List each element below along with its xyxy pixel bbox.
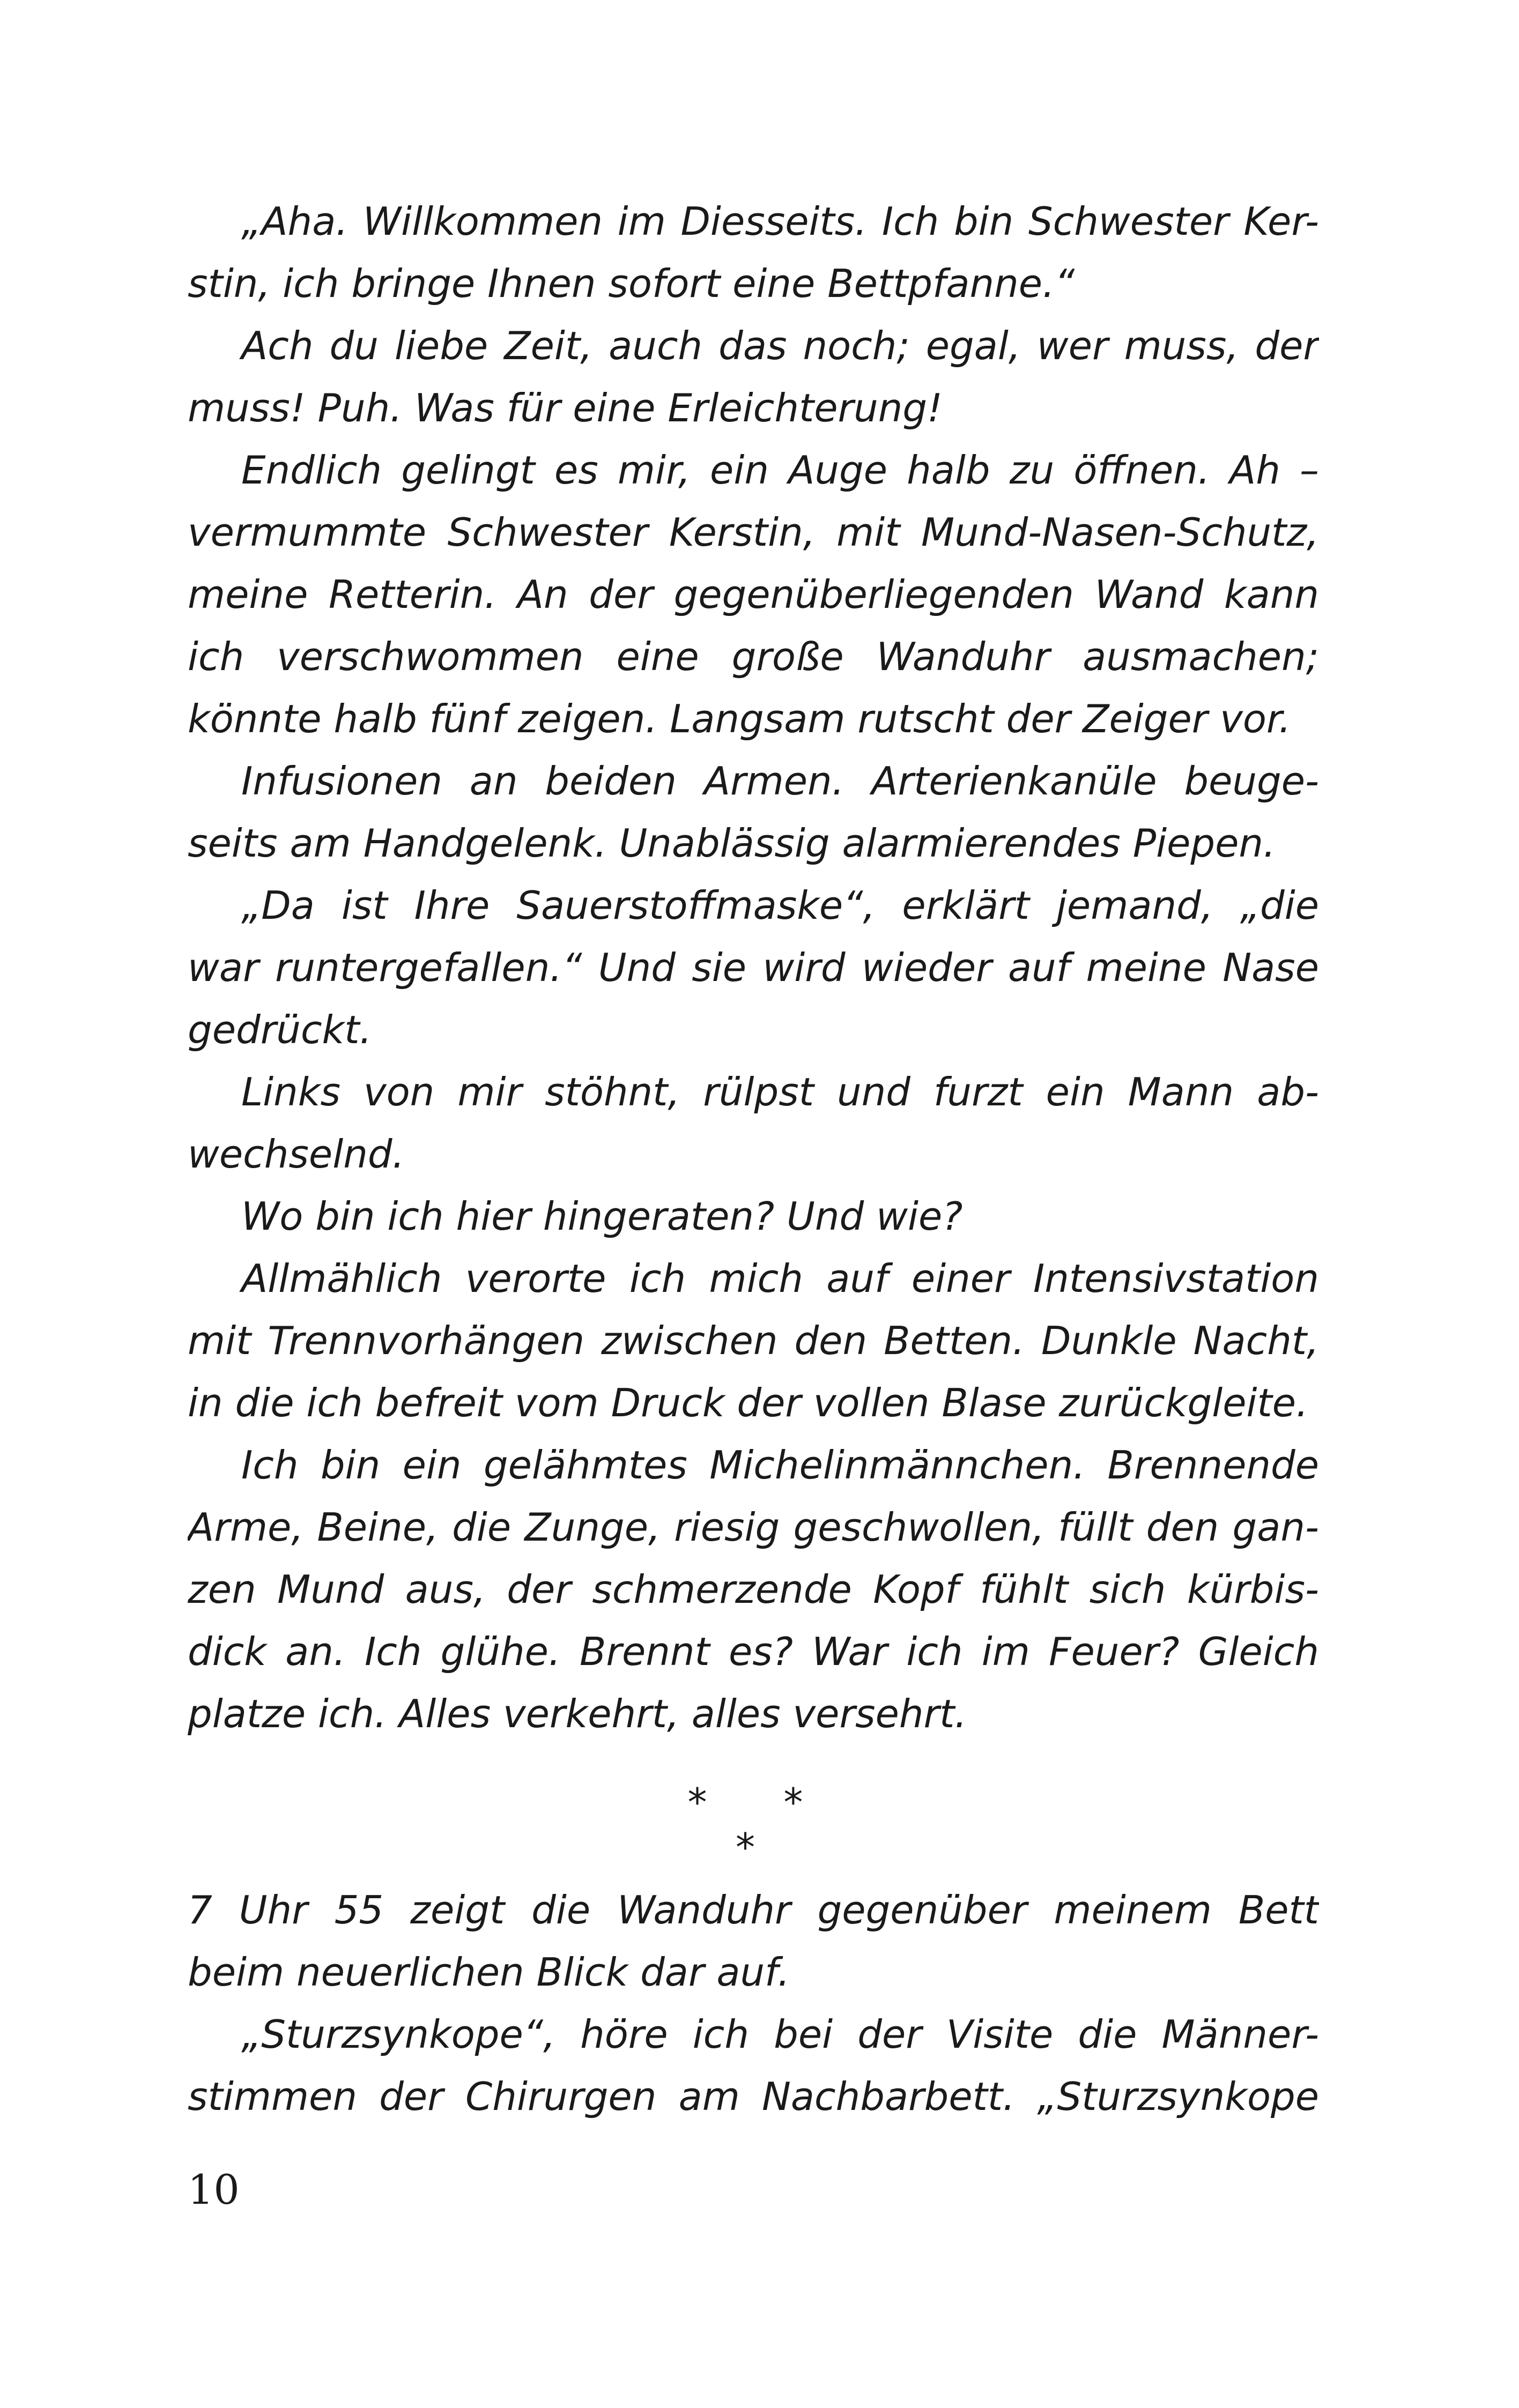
text-line: stimmen der Chirurgen am Nachbarbett. „Sturzsynkope (188, 2074, 1319, 2119)
text-line: dick an. Ich glühe. Brennt es? War ich im Feuer? Gleich (188, 1629, 1319, 1674)
text-line: platze ich. Alles verkehrt, alles versehrt. (188, 1691, 967, 1736)
section-separator: * * * (687, 1780, 835, 1870)
text-line: „Aha. Willkommen im Diesseits. Ich bin Schwester Ker- (241, 199, 1319, 244)
body-text-part-2 (188, 1879, 1319, 2128)
text-line: seits am Handgelenk. Unablässig alarmierendes Piepen. (188, 821, 1276, 866)
text-line: muss! Puh. Was für eine Erleichterung! (188, 385, 943, 430)
text-line: zen Mund aus, der schmerzende Kopf fühlt sich kürbis- (188, 1567, 1319, 1612)
text-line: beim neuerlichen Blick dar auf. (188, 1950, 790, 1995)
text-line: meine Retterin. An der gegenüberliegenden Wand kann (188, 572, 1319, 617)
text-line: Allmählich verorte ich mich auf einer Intensivstation (241, 1256, 1319, 1301)
text-line: ich verschwommen eine große Wanduhr ausmachen; (188, 634, 1319, 679)
text-line: wechselnd. (188, 1132, 405, 1177)
text-line: „Da ist Ihre Sauerstoffmaske“, erklärt jemand, „die (241, 883, 1319, 928)
text-line: gedrückt. (188, 1007, 372, 1052)
page-number: 10 (188, 2166, 240, 2213)
text-line: „Sturzsynkope“, höre ich bei der Visite die Männer- (241, 2012, 1319, 2057)
text-line: Wo bin ich hier hingeraten? Und wie? (241, 1194, 963, 1239)
text-line: 7 Uhr 55 zeigt die Wanduhr gegenüber meinem Bett (188, 1887, 1319, 1933)
text-line: war runtergefallen.“ Und sie wird wieder auf meine Nase (188, 945, 1319, 990)
text-line: Infusionen an beiden Armen. Arterienkanüle beuge- (241, 759, 1319, 804)
text-line: könnte halb fünf zeigen. Langsam rutscht der Zeiger vor. (188, 696, 1291, 741)
text-line: Ich bin ein gelähmtes Michelinmännchen. Brennende (241, 1443, 1319, 1488)
text-line: Arme, Beine, die Zunge, riesig geschwollen, füllt den gan- (188, 1505, 1319, 1550)
text-line: mit Trennvorhängen zwischen den Betten. Dunkle Nacht, (188, 1318, 1319, 1363)
text-line: vermummte Schwester Kerstin, mit Mund-Nasen-Schutz, (188, 510, 1319, 555)
text-line: in die ich befreit vom Druck der vollen Blase zurückgleite. (188, 1380, 1308, 1425)
text-line: Endlich gelingt es mir, ein Auge halb zu öffnen. Ah – (241, 448, 1319, 493)
text-line: stin, ich bringe Ihnen sofort eine Bettpfanne.“ (188, 261, 1075, 306)
text-line: Links von mir stöhnt, rülpst und furzt ein Mann ab- (241, 1069, 1319, 1114)
text-line: Ach du liebe Zeit, auch das noch; egal, wer muss, der (241, 323, 1319, 368)
body-text-part-1 (188, 190, 1319, 1745)
